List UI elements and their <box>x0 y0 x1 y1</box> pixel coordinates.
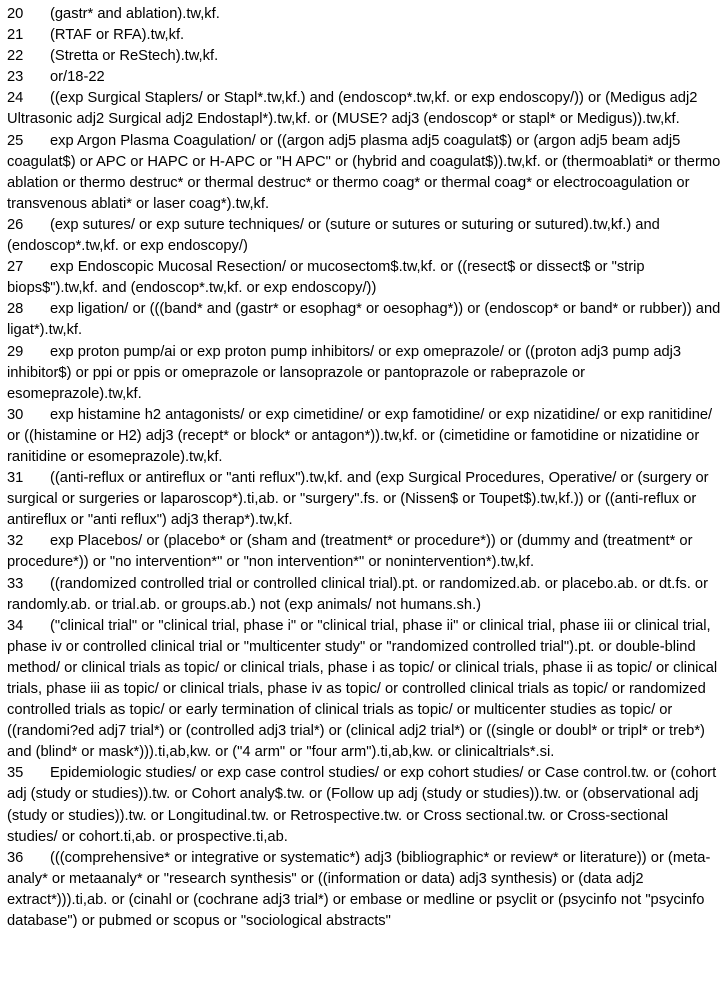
search-expression: exp ligation/ or (((band* and (gastr* or esophag* or oesophag*)) or (endoscop* or band* or rubber)) and ligat*).tw,kf. <box>7 301 721 339</box>
line-number: 21 <box>7 27 24 44</box>
line-number: 35 <box>7 765 24 782</box>
search-expression: exp proton pump/ai or exp proton pump inhibitors/ or exp omeprazole/ or ((proton adj3 pump adj3 inhibitor$) or ppi or ppis or omeprazole or lansoprazole or pantoprazole or rabeprazole or esomeprazole).tw,kf. <box>7 343 682 402</box>
line-number: 20 <box>7 6 24 22</box>
search-strategy-row <box>7 88 722 130</box>
search-expression: (((comprehensive* or integrative or systematic*) adj3 (bibliographic* or review* or literature)) or (meta-analy* or metaanaly* or "research synthesis" or ((information or data) adj3 synthesis) or (data adj2 extract*))).ti,ab. or (cinahl or (cochrane adj3 trial*) or embase or medline or psyclit or (psycinfo not "psycinfo database") or pubmed or scopus or "sociological abstracts" <box>7 849 711 930</box>
search-expression: exp Argon Plasma Coagulation/ or ((argon adj5 plasma adj5 coagulat$) or (argon adj5 beam adj5 coagulat$) or APC or HAPC or H-APC or "H APC" or (hybrid and coagulat$)).tw,kf. or (thermoablati* or thermo ablation or thermo destruc* or thermal destruc* or thermo coag* or thermal coag* or electrocoagulation or transvenous ablati* or laser coag*).tw,kf. <box>7 132 721 212</box>
search-strategy-row <box>7 531 722 573</box>
line-number: 24 <box>7 90 24 107</box>
search-expression: ("clinical trial" or "clinical trial, phase i" or "clinical trial, phase ii" or clinical trial, phase iii or clinical trial, phase iv or controlled clinical trial or "multicenter study" or "randomized controlled trial").pt. or double-blind method/ or clinical trials as topic/ or clinical trials, phase i as topic/ or clinical trials, phase ii as topic/ or clinical trials, phase iii as topic/ or clinical trials, phase iv as topic/ or controlled clinical trials as topic/ or randomized controlled trials as topic/ or early termination of clinical trials as topic/ or multicenter studies as topic/ or ((randomi?ed adj7 trial*) or (controlled adj3 trial*) or (clinical adj2 trial*) or ((single or doubl* or tripl* or treb*) and (blind* or mask*))).ti,ab,kw. or ("4 arm" or "four arm").ti,ab,kw. or clinicaltrials*.si. <box>7 617 718 761</box>
search-strategy-row <box>7 574 722 616</box>
search-expression: (gastr* and ablation).tw,kf. <box>50 6 220 22</box>
search-strategy-row <box>7 848 722 932</box>
search-strategy-row <box>7 131 722 215</box>
line-number: 28 <box>7 301 24 318</box>
search-expression: (exp sutures/ or exp suture techniques/ or (suture or sutures or suturing or sutured).tw,kf.) and (endoscop*.tw,kf. or exp endoscopy/) <box>7 216 660 255</box>
search-strategy-row <box>7 616 722 764</box>
search-expression: (RTAF or RFA).tw,kf. <box>50 27 185 44</box>
search-strategy-row <box>7 67 722 88</box>
line-number: 34 <box>7 617 24 634</box>
line-number: 36 <box>7 849 24 866</box>
search-strategy-row <box>7 25 722 46</box>
search-expression: (Stretta or ReStech).tw,kf. <box>50 48 219 65</box>
search-strategy-row <box>7 763 722 847</box>
search-expression: or/18-22 <box>50 69 105 86</box>
line-number: 31 <box>7 470 24 487</box>
line-number: 33 <box>7 575 24 592</box>
search-strategy-row <box>7 257 722 299</box>
search-strategy-row <box>7 299 722 341</box>
line-number: 22 <box>7 48 24 65</box>
search-strategy-row <box>7 215 722 257</box>
search-expression: ((anti-reflux or antireflux or "anti reflux").tw,kf. and (exp Surgical Procedures, Operative/ or (surgery or surgical or surgeries or laparoscop*).ti,ab. or "surgery".fs. or (Nissen$ or Toupet$).tw,kf.)) or ((anti-reflux or antireflux or "anti reflux") adj3 therap*).tw,kf. <box>7 470 709 529</box>
search-strategy-row <box>7 46 722 67</box>
search-expression: ((exp Surgical Staplers/ or Stapl*.tw,kf.) and (endoscop*.tw,kf. or exp endoscopy/)) or (Medigus adj2 Ultrasonic adj2 Surgical adj2 Endostapl*).tw,kf. or (MUSE? adj3 (endoscop* or stapl* or Medigus)).tw,kf. <box>7 90 698 128</box>
search-expression: exp Endoscopic Mucosal Resection/ or mucosectom$.tw,kf. or ((resect$ or dissect$ or "strip biops$").tw,kf. and (endoscop*.tw,kf. or exp endoscopy/)) <box>7 259 645 297</box>
search-expression: exp histamine h2 antagonists/ or exp cimetidine/ or exp famotidine/ or exp nizatidine/ or exp ranitidine/ or ((histamine or H2) adj3 (recept* or block* or antagon*)).tw,kf. or (cimetidine or famotidine or nizatidine or ranitidine or esomeprazole).tw,kf. <box>7 406 713 465</box>
line-number: 27 <box>7 259 24 276</box>
line-number: 23 <box>7 69 24 86</box>
search-expression: Epidemiologic studies/ or exp case control studies/ or exp cohort studies/ or Case control.tw. or (cohort adj (study or studies)).tw. or Cohort analy$.tw. or (Follow up adj (study or studies)).tw. or (observational adj (study or studies)).tw. or Longitudinal.tw. or Retrospective.tw. or Cross sectional.tw. or Cross-sectional studies/ or cohort.ti,ab. or prospective.ti,ab. <box>7 765 717 845</box>
line-number: 30 <box>7 406 24 423</box>
line-number: 32 <box>7 533 24 550</box>
search-expression: ((randomized controlled trial or controlled clinical trial).pt. or randomized.ab. or placebo.ab. or dt.fs. or randomly.ab. or trial.ab. or groups.ab.) not (exp animals/ not humans.sh.) <box>7 575 708 613</box>
line-number: 26 <box>7 216 24 233</box>
search-strategy-row <box>7 405 722 468</box>
line-number: 29 <box>7 343 24 360</box>
search-strategy-row <box>7 4 722 25</box>
line-number: 25 <box>7 132 24 149</box>
search-strategy-row <box>7 342 722 405</box>
search-strategy-row <box>7 468 722 531</box>
search-expression: exp Placebos/ or (placebo* or (sham and (treatment* or procedure*)) or (dummy and (treatment* or procedure*)) or "no intervention*" or "non intervention*" or nonintervention*).tw,kf. <box>7 533 693 571</box>
